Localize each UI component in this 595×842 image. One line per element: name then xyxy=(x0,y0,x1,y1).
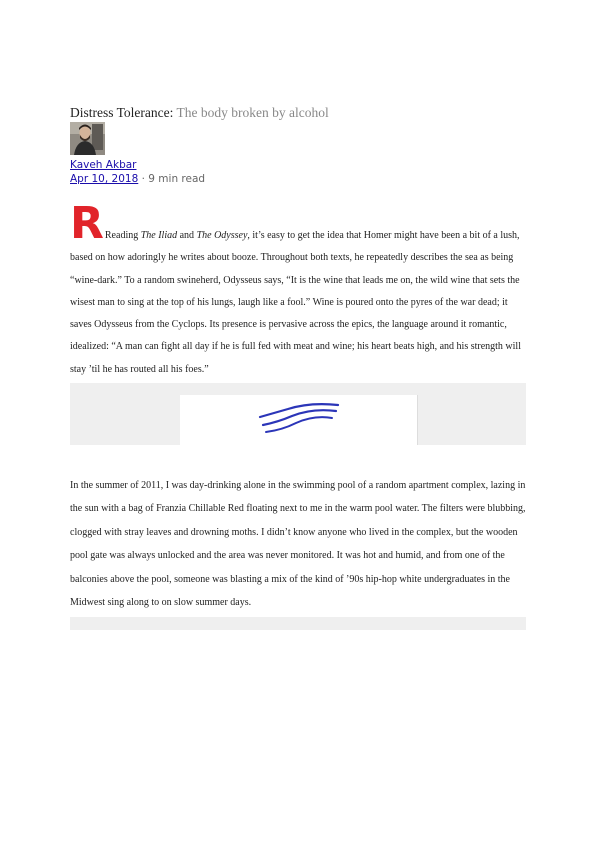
byline xyxy=(70,158,526,186)
article xyxy=(70,104,526,630)
book-title-iliad: The Iliad xyxy=(140,230,178,241)
author-link[interactable]: Kaveh Akbar xyxy=(70,159,137,171)
wave-icon xyxy=(258,401,342,435)
author-avatar[interactable] xyxy=(70,122,105,155)
drop-cap: R xyxy=(70,198,104,249)
article-title xyxy=(70,104,526,121)
figure-placeholder-bottom xyxy=(70,617,526,630)
figure-wave xyxy=(70,383,526,445)
date-link[interactable]: Apr 10, 2018 xyxy=(70,173,139,185)
paragraph-1-text-and: and xyxy=(177,230,197,241)
paragraph-1-text-b: , it’s easy to get the idea that Homer might have been a bit of a lush, based on how adoringly he writes about booze. Throughout both texts, he repeatedly describes the sea as being “wine-dark.” To a random swineherd, Odysseus says, “It is the wine that leads me on, the wild wine that sets the wisest man to sing at the top of his lungs, laugh like a fool.” Wine is poured onto the pyres of the war dead; it saves Odysseus from the Cyclops. Its presence is pervasive across the epics, the language around it romantic, idealized: “A man can fight all day if he is full fed with meat and wine; his heart beats high, and his strength will stay ’til he has routed all his foes.” xyxy=(70,230,521,375)
meta-separator: · xyxy=(138,173,149,185)
book-title-odyssey: The Odyssey xyxy=(196,230,248,241)
paragraph-1 xyxy=(70,198,526,381)
title-main: Distress Tolerance xyxy=(70,105,170,120)
read-time: 9 min read xyxy=(148,173,206,185)
figure-image xyxy=(180,395,418,445)
title-subtitle: The body broken by alcohol xyxy=(176,105,329,120)
paragraph-2: In the summer of 2011, I was day-drinking alone in the swimming pool of a random apartment complex, lazing in the sun with a bag of Franzia Chillable Red floating next to me in the warm pool water. The filters were blubbing, clogged with stray leaves and drowning moths. I didn’t know anyone who lived in the complex, but the wooden pool gate was always unlocked and the area was never monitored. It was hot and humid, and from one of the balconies above the pool, someone was blasting a mix of the kind of ’90s hip-hop white undergraduates in the Midwest sing along to on slow summer days. xyxy=(70,480,526,609)
paragraph-1-text-a: Reading xyxy=(104,230,141,241)
title-separator: : xyxy=(169,105,177,120)
